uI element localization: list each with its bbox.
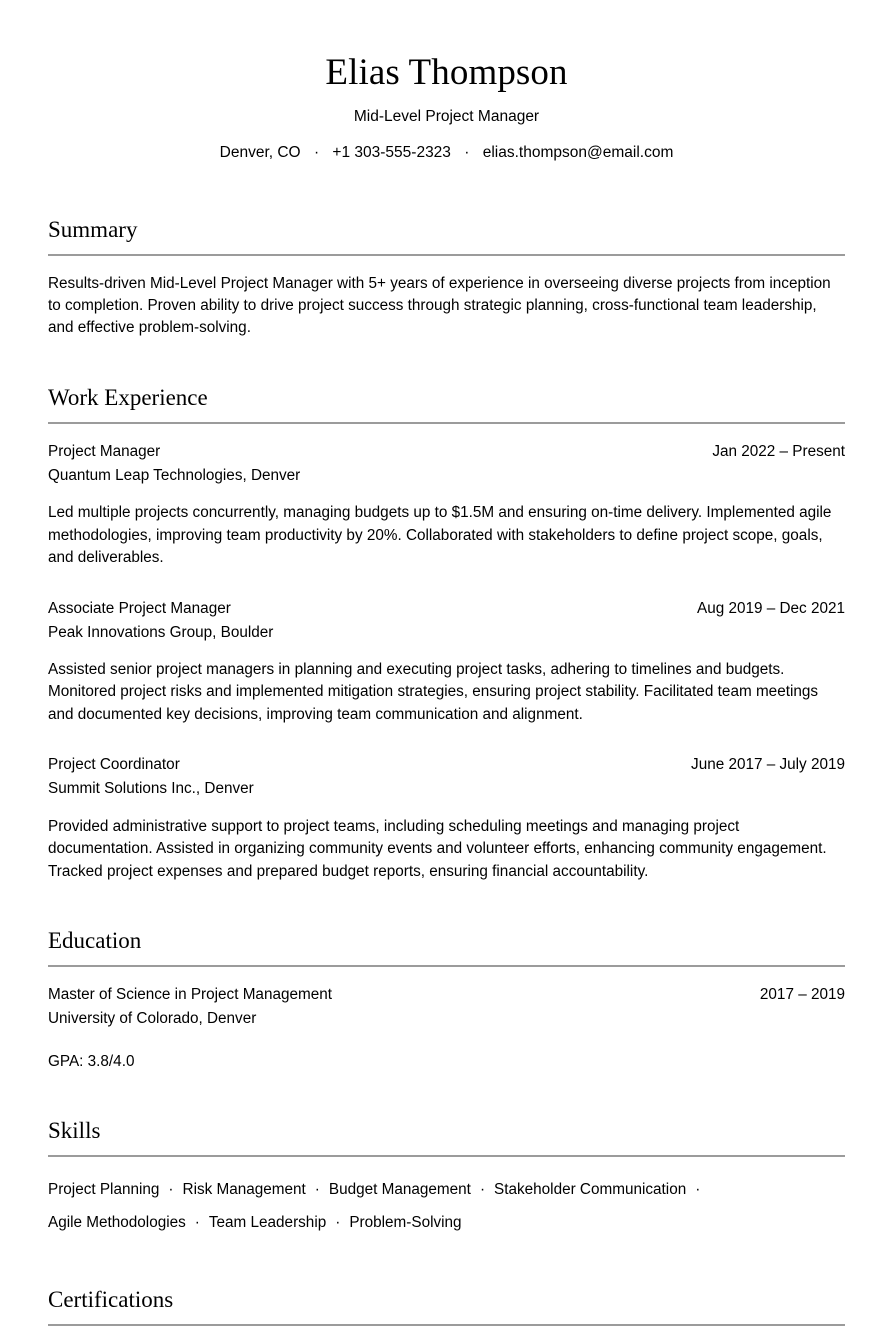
skill-separator-icon: ·	[314, 1181, 320, 1199]
section-divider	[48, 254, 845, 256]
section-divider	[48, 1324, 845, 1326]
job-organization: Peak Innovations Group, Boulder	[48, 623, 274, 641]
job-dates: Aug 2019 – Dec 2021	[697, 599, 845, 617]
section-title-skills: Skills	[48, 1118, 101, 1144]
resume-header	[48, 44, 845, 164]
contact-line	[48, 141, 845, 164]
skill-item: Team Leadership	[208, 1213, 327, 1231]
skill-item: Stakeholder Communication	[494, 1181, 687, 1199]
job-description: Provided administrative support to project teams, including scheduling meetings and managing project documentation. Assisted in organizing community events and volunteer efforts, enhancing community engagement. Tracked project expenses and prepared budget reports, ensuring financial accountability.	[48, 817, 827, 880]
experience-entry-head	[48, 598, 845, 620]
experience-body	[48, 441, 845, 883]
section-title-certifications: Certifications	[48, 1286, 174, 1312]
section-skills	[48, 1117, 845, 1240]
candidate-headline: Mid-Level Project Manager	[353, 108, 540, 126]
job-dates: June 2017 – July 2019	[691, 756, 845, 774]
section-summary	[48, 216, 845, 340]
skill-separator-icon: ·	[194, 1213, 200, 1231]
skill-item: Budget Management	[328, 1181, 471, 1199]
job-description: Led multiple projects concurrently, managing budgets up to $1.5M and ensuring on-time delivery. Implemented agile methodologies, improving team productivity by 20%. Collaborated with stakeholders to define project scope, goals, and deliverables.	[48, 504, 832, 567]
experience-entry-head	[48, 441, 845, 463]
skills-body	[48, 1174, 845, 1240]
institution-name: University of Colorado, Denver	[48, 1010, 257, 1028]
job-dates: Jan 2022 – Present	[712, 442, 845, 460]
degree-title: Master of Science in Project Management	[48, 985, 332, 1003]
skill-separator-icon: ·	[479, 1181, 486, 1199]
job-organization: Summit Solutions Inc., Denver	[48, 780, 254, 798]
education-body	[48, 984, 845, 1074]
summary-text: Results-driven Mid-Level Project Manager with 5+ years of experience in overseeing diverse projects from inception to completion. Proven ability to drive project success through strategic planning, cross-functional team leadership, and effective problem-solving.	[48, 274, 831, 337]
section-title-education: Education	[48, 928, 142, 954]
contact-email: elias.thompson@email.com	[482, 143, 674, 161]
skill-item: Problem-Solving	[349, 1213, 462, 1231]
job-description: Assisted senior project managers in planning and executing project tasks, adhering to timelines and budgets. Monitored project risks and implemented mitigation strategies, ensuring project stability. Facilitated team meetings and documented key decisions, improving team communication and alignment.	[48, 660, 819, 723]
section-divider	[48, 1155, 845, 1157]
section-title-summary: Summary	[48, 216, 138, 242]
skill-item: Agile Methodologies	[48, 1213, 186, 1231]
experience-entry	[48, 441, 845, 570]
education-entry	[48, 984, 845, 1074]
skill-item: Risk Management	[182, 1181, 306, 1199]
section-divider	[48, 965, 845, 967]
degree-dates: 2017 – 2019	[759, 985, 845, 1003]
skill-separator-icon: ·	[695, 1181, 701, 1199]
contact-location: Denver, CO	[219, 143, 301, 161]
section-divider	[48, 422, 845, 424]
section-education	[48, 927, 845, 1073]
section-certifications	[48, 1286, 845, 1326]
section-title-work-experience: Work Experience	[48, 384, 208, 410]
skill-separator-icon: ·	[335, 1213, 341, 1231]
skills-list	[48, 1174, 845, 1240]
job-organization: Quantum Leap Technologies, Denver	[48, 466, 301, 484]
skill-item: Project Planning	[48, 1181, 160, 1199]
section-work-experience	[48, 384, 845, 883]
contact-separator-icon: ·	[313, 143, 320, 161]
job-title: Project Coordinator	[48, 756, 180, 774]
candidate-name: Elias Thompson	[325, 52, 568, 93]
summary-body	[48, 273, 845, 340]
experience-entry	[48, 598, 845, 727]
contact-separator-icon: ·	[464, 143, 470, 161]
education-entry-head	[48, 984, 845, 1006]
job-title: Associate Project Manager	[48, 599, 231, 617]
skill-separator-icon: ·	[168, 1181, 174, 1199]
contact-phone: +1 303-555-2323	[332, 143, 451, 161]
job-title: Project Manager	[48, 442, 161, 460]
experience-entry-head	[48, 754, 845, 776]
gpa-text: GPA: 3.8/4.0	[48, 1053, 135, 1071]
experience-entry	[48, 754, 845, 883]
